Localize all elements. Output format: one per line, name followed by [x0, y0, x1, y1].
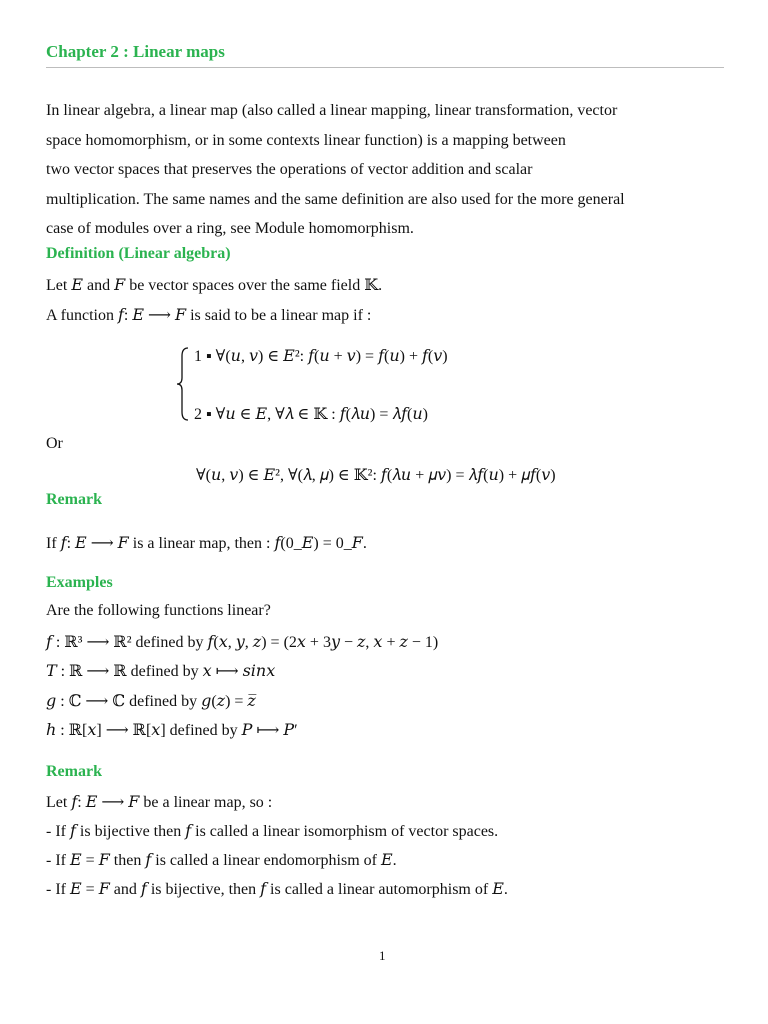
example-item: 𝑓 : ℝ³ ⟶ ℝ² defined by 𝑓(𝑥, 𝑦, 𝑧) = (2𝑥 + 3𝑦 − 𝑧, 𝑥 + 𝑧 − 1): [46, 634, 439, 651]
remark-heading-1: Remark: [46, 491, 102, 508]
remark-heading-2: Remark: [46, 763, 102, 780]
linear-condition-2: 2 ▪ ∀𝑢 ∈ 𝐸, ∀𝜆 ∈ 𝕂 : 𝑓(𝜆𝑢) = 𝜆𝑓(𝑢): [194, 406, 429, 423]
definition-line-2: A function 𝑓: 𝐸 ⟶ 𝐹 is said to be a linear map if :: [46, 307, 372, 324]
intro-line: In linear algebra, a linear map (also called a linear mapping, linear transformation, vector: [46, 102, 618, 119]
remark-2-line: - If 𝐸 = 𝐹 and 𝑓 is bijective, then 𝑓 is called a linear automorphism of 𝐸.: [46, 881, 508, 898]
intro-line: multiplication. The same names and the same definition are also used for the more general: [46, 190, 625, 208]
definition-line-1: Let 𝐸 and 𝐹 be vector spaces over the same field 𝕂.: [46, 277, 383, 294]
or-label: Or: [46, 435, 63, 452]
intro-line: space homomorphism, or in some contexts linear function) is a mapping between: [46, 131, 566, 149]
intro-line: case of modules over a ring, see Module homomorphism.: [46, 220, 414, 237]
combined-condition: ∀(𝑢, 𝑣) ∈ 𝐸², ∀(𝜆, 𝜇) ∈ 𝕂²: 𝑓(𝜆𝑢 + 𝜇𝑣) = 𝜆𝑓(𝑢) + 𝜇𝑓(𝑣): [196, 467, 556, 484]
remark-2-line: - If 𝐸 = 𝐹 then 𝑓 is called a linear endomorphism of 𝐸.: [46, 852, 397, 869]
linear-condition-1: 1 ▪ ∀(𝑢, 𝑣) ∈ 𝐸²: 𝑓(𝑢 + 𝑣) = 𝑓(𝑢) + 𝑓(𝑣): [194, 348, 448, 365]
example-item: 𝑇 : ℝ ⟶ ℝ defined by 𝑥 ⟼ 𝑠𝑖𝑛𝑥: [46, 663, 276, 680]
chapter-title: Chapter 2 : Linear maps: [46, 42, 225, 61]
intro-line: two vector spaces that preserves the operations of vector addition and scalar: [46, 161, 533, 178]
intro-paragraph: [46, 96, 736, 244]
example-item: ℎ : ℝ[𝑥] ⟶ ℝ[𝑥] defined by 𝑃 ⟼ 𝑃′: [46, 722, 298, 739]
definition-heading: Definition (Linear algebra): [46, 245, 231, 262]
examples-heading: Examples: [46, 574, 113, 591]
remark-2-line: - If 𝑓 is bijective then 𝑓 is called a linear isomorphism of vector spaces.: [46, 823, 499, 840]
remark-2-line: Let 𝑓: 𝐸 ⟶ 𝐹 be a linear map, so :: [46, 794, 273, 811]
example-item: 𝑔 : ℂ ⟶ ℂ defined by 𝑔(𝑧) = 𝑧̅: [46, 693, 256, 710]
curly-brace: [176, 346, 190, 422]
remark-1-text: If 𝑓: 𝐸 ⟶ 𝐹 is a linear map, then : 𝑓(0_𝐸) = 0_𝐹.: [46, 535, 367, 552]
title-divider: [46, 67, 724, 68]
page-number: 1: [379, 948, 386, 963]
examples-question: Are the following functions linear?: [46, 602, 271, 619]
